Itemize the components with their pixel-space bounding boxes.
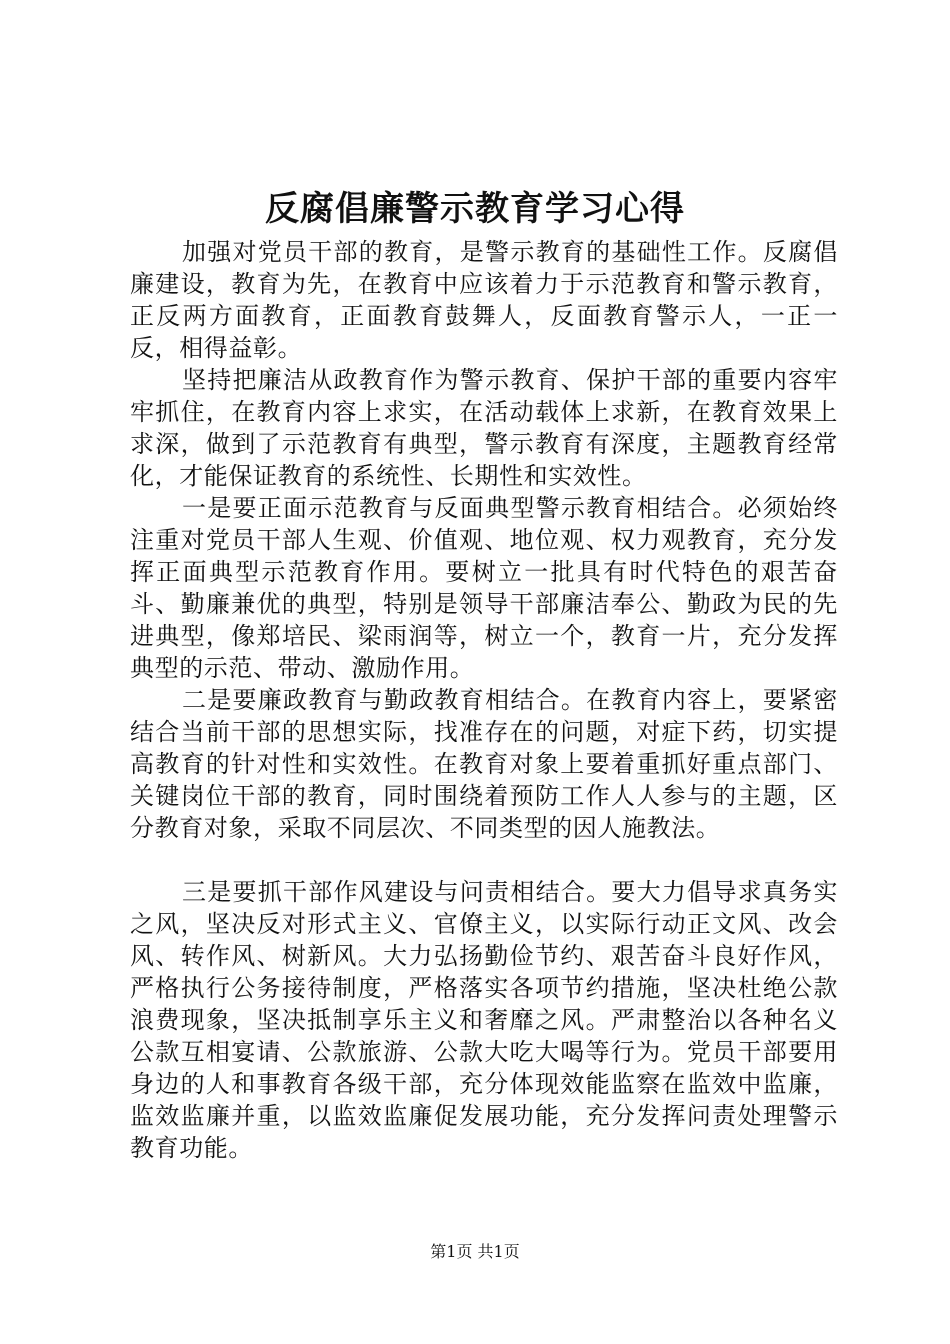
- document-title: 反腐倡廉警示教育学习心得: [265, 189, 685, 229]
- document-body: [130, 236, 838, 1164]
- paragraph-spacer: [130, 844, 838, 876]
- paragraph-1: 加强对党员干部的教育，是警示教育的基础性工作。反腐倡廉建设，教育为先，在教育中应该着力于示范教育和警示教育，正反两方面教育，正面教育鼓舞人，反面教育警示人，一正一反，相得益彰。: [130, 238, 838, 362]
- page-footer: 第1页 共1页: [430, 1242, 520, 1261]
- paragraph-3: 一是要正面示范教育与反面典型警示教育相结合。必须始终注重对党员干部人生观、价值观、地位观、权力观教育，充分发挥正面典型示范教育作用。要树立一批具有时代特色的艰苦奋斗、勤廉兼优的典型，特别是领导干部廉洁奉公、勤政为民的先进典型，像郑培民、梁雨润等，树立一个，教育一片，充分发挥典型的示范、带动、激励作用。: [130, 494, 838, 682]
- paragraph-2: 坚持把廉洁从政教育作为警示教育、保护干部的重要内容牢牢抓住，在教育内容上求实，在活动载体上求新，在教育效果上求深，做到了示范教育有典型，警示教育有深度，主题教育经常化，才能保证教育的系统性、长期性和实效性。: [130, 366, 838, 490]
- paragraph-4: 二是要廉政教育与勤政教育相结合。在教育内容上，要紧密结合当前干部的思想实际，找准存在的问题，对症下药，切实提高教育的针对性和实效性。在教育对象上要着重抓好重点部门、关键岗位干部的教育，同时围绕着预防工作人人参与的主题，区分教育对象，采取不同层次、不同类型的因人施教法。: [130, 686, 838, 842]
- paragraph-5: 三是要抓干部作风建设与问责相结合。要大力倡导求真务实之风，坚决反对形式主义、官僚主义，以实际行动正文风、改会风、转作风、树新风。大力弘扬勤俭节约、艰苦奋斗良好作风，严格执行公务接待制度，严格落实各项节约措施，坚决杜绝公款浪费现象，坚决抵制享乐主义和奢靡之风。严肃整治以各种名义公款互相宴请、公款旅游、公款大吃大喝等行为。党员干部要用身边的人和事教育各级干部，充分体现效能监察在监效中监廉，监效监廉并重，以监效监廉促发展功能，充分发挥问责处理警示教育功能。: [130, 878, 838, 1162]
